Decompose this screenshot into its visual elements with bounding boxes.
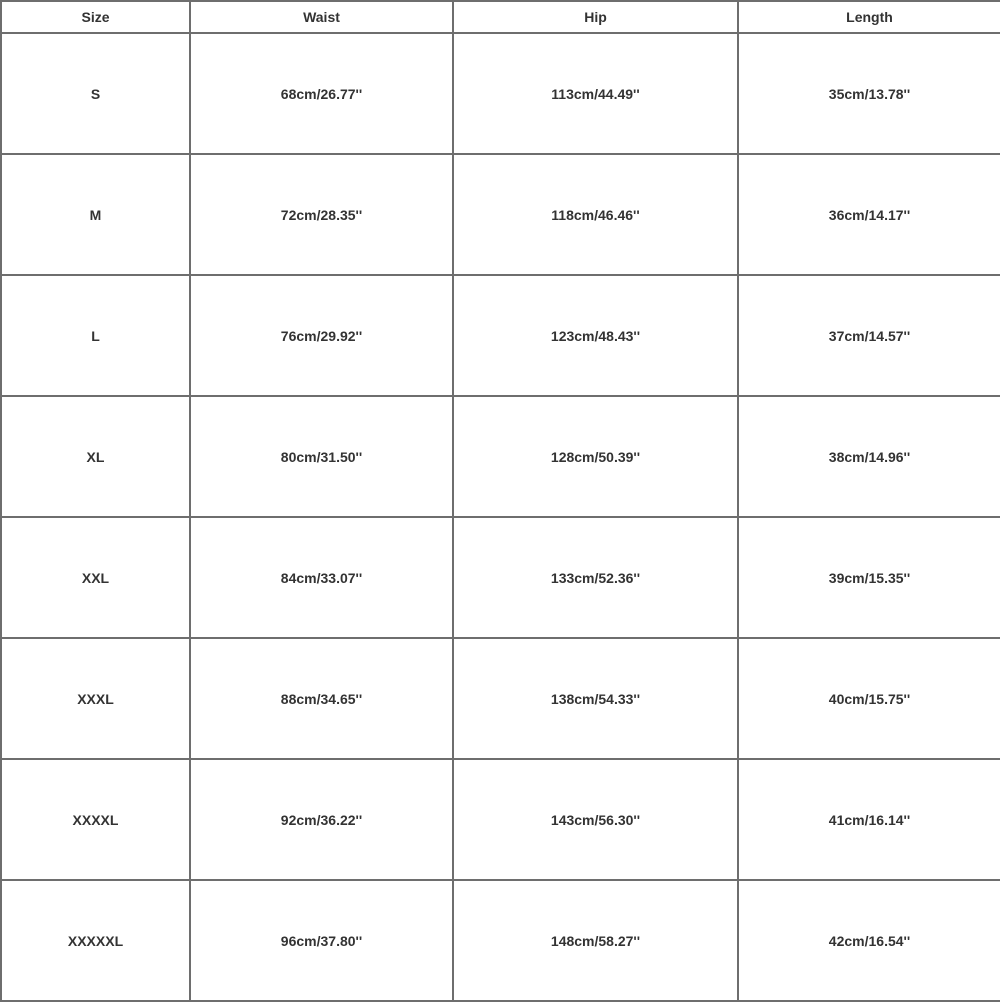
length-cell: 39cm/15.35'' [738, 517, 1000, 638]
length-cell: 38cm/14.96'' [738, 396, 1000, 517]
header-size: Size [1, 1, 190, 33]
hip-cell: 123cm/48.43'' [453, 275, 738, 396]
size-cell: XL [1, 396, 190, 517]
size-cell: S [1, 33, 190, 154]
waist-cell: 76cm/29.92'' [190, 275, 453, 396]
table-row [1, 880, 1000, 1001]
table-row [1, 638, 1000, 759]
waist-cell: 68cm/26.77'' [190, 33, 453, 154]
header-length: Length [738, 1, 1000, 33]
waist-cell: 92cm/36.22'' [190, 759, 453, 880]
waist-cell: 80cm/31.50'' [190, 396, 453, 517]
length-cell: 40cm/15.75'' [738, 638, 1000, 759]
waist-cell: 96cm/37.80'' [190, 880, 453, 1001]
hip-cell: 113cm/44.49'' [453, 33, 738, 154]
waist-cell: 84cm/33.07'' [190, 517, 453, 638]
size-cell: XXL [1, 517, 190, 638]
waist-cell: 72cm/28.35'' [190, 154, 453, 275]
length-cell: 36cm/14.17'' [738, 154, 1000, 275]
hip-cell: 138cm/54.33'' [453, 638, 738, 759]
hip-cell: 118cm/46.46'' [453, 154, 738, 275]
size-cell: L [1, 275, 190, 396]
size-cell: XXXL [1, 638, 190, 759]
table-row [1, 154, 1000, 275]
hip-cell: 128cm/50.39'' [453, 396, 738, 517]
table-row [1, 275, 1000, 396]
table-row [1, 759, 1000, 880]
length-cell: 41cm/16.14'' [738, 759, 1000, 880]
size-cell: M [1, 154, 190, 275]
table-row [1, 396, 1000, 517]
length-cell: 35cm/13.78'' [738, 33, 1000, 154]
hip-cell: 148cm/58.27'' [453, 880, 738, 1001]
size-cell: XXXXL [1, 759, 190, 880]
table-row [1, 517, 1000, 638]
length-cell: 42cm/16.54'' [738, 880, 1000, 1001]
header-hip: Hip [453, 1, 738, 33]
length-cell: 37cm/14.57'' [738, 275, 1000, 396]
header-waist: Waist [190, 1, 453, 33]
size-cell: XXXXXL [1, 880, 190, 1001]
header-row [1, 1, 1000, 33]
table-row [1, 33, 1000, 154]
hip-cell: 133cm/52.36'' [453, 517, 738, 638]
hip-cell: 143cm/56.30'' [453, 759, 738, 880]
waist-cell: 88cm/34.65'' [190, 638, 453, 759]
